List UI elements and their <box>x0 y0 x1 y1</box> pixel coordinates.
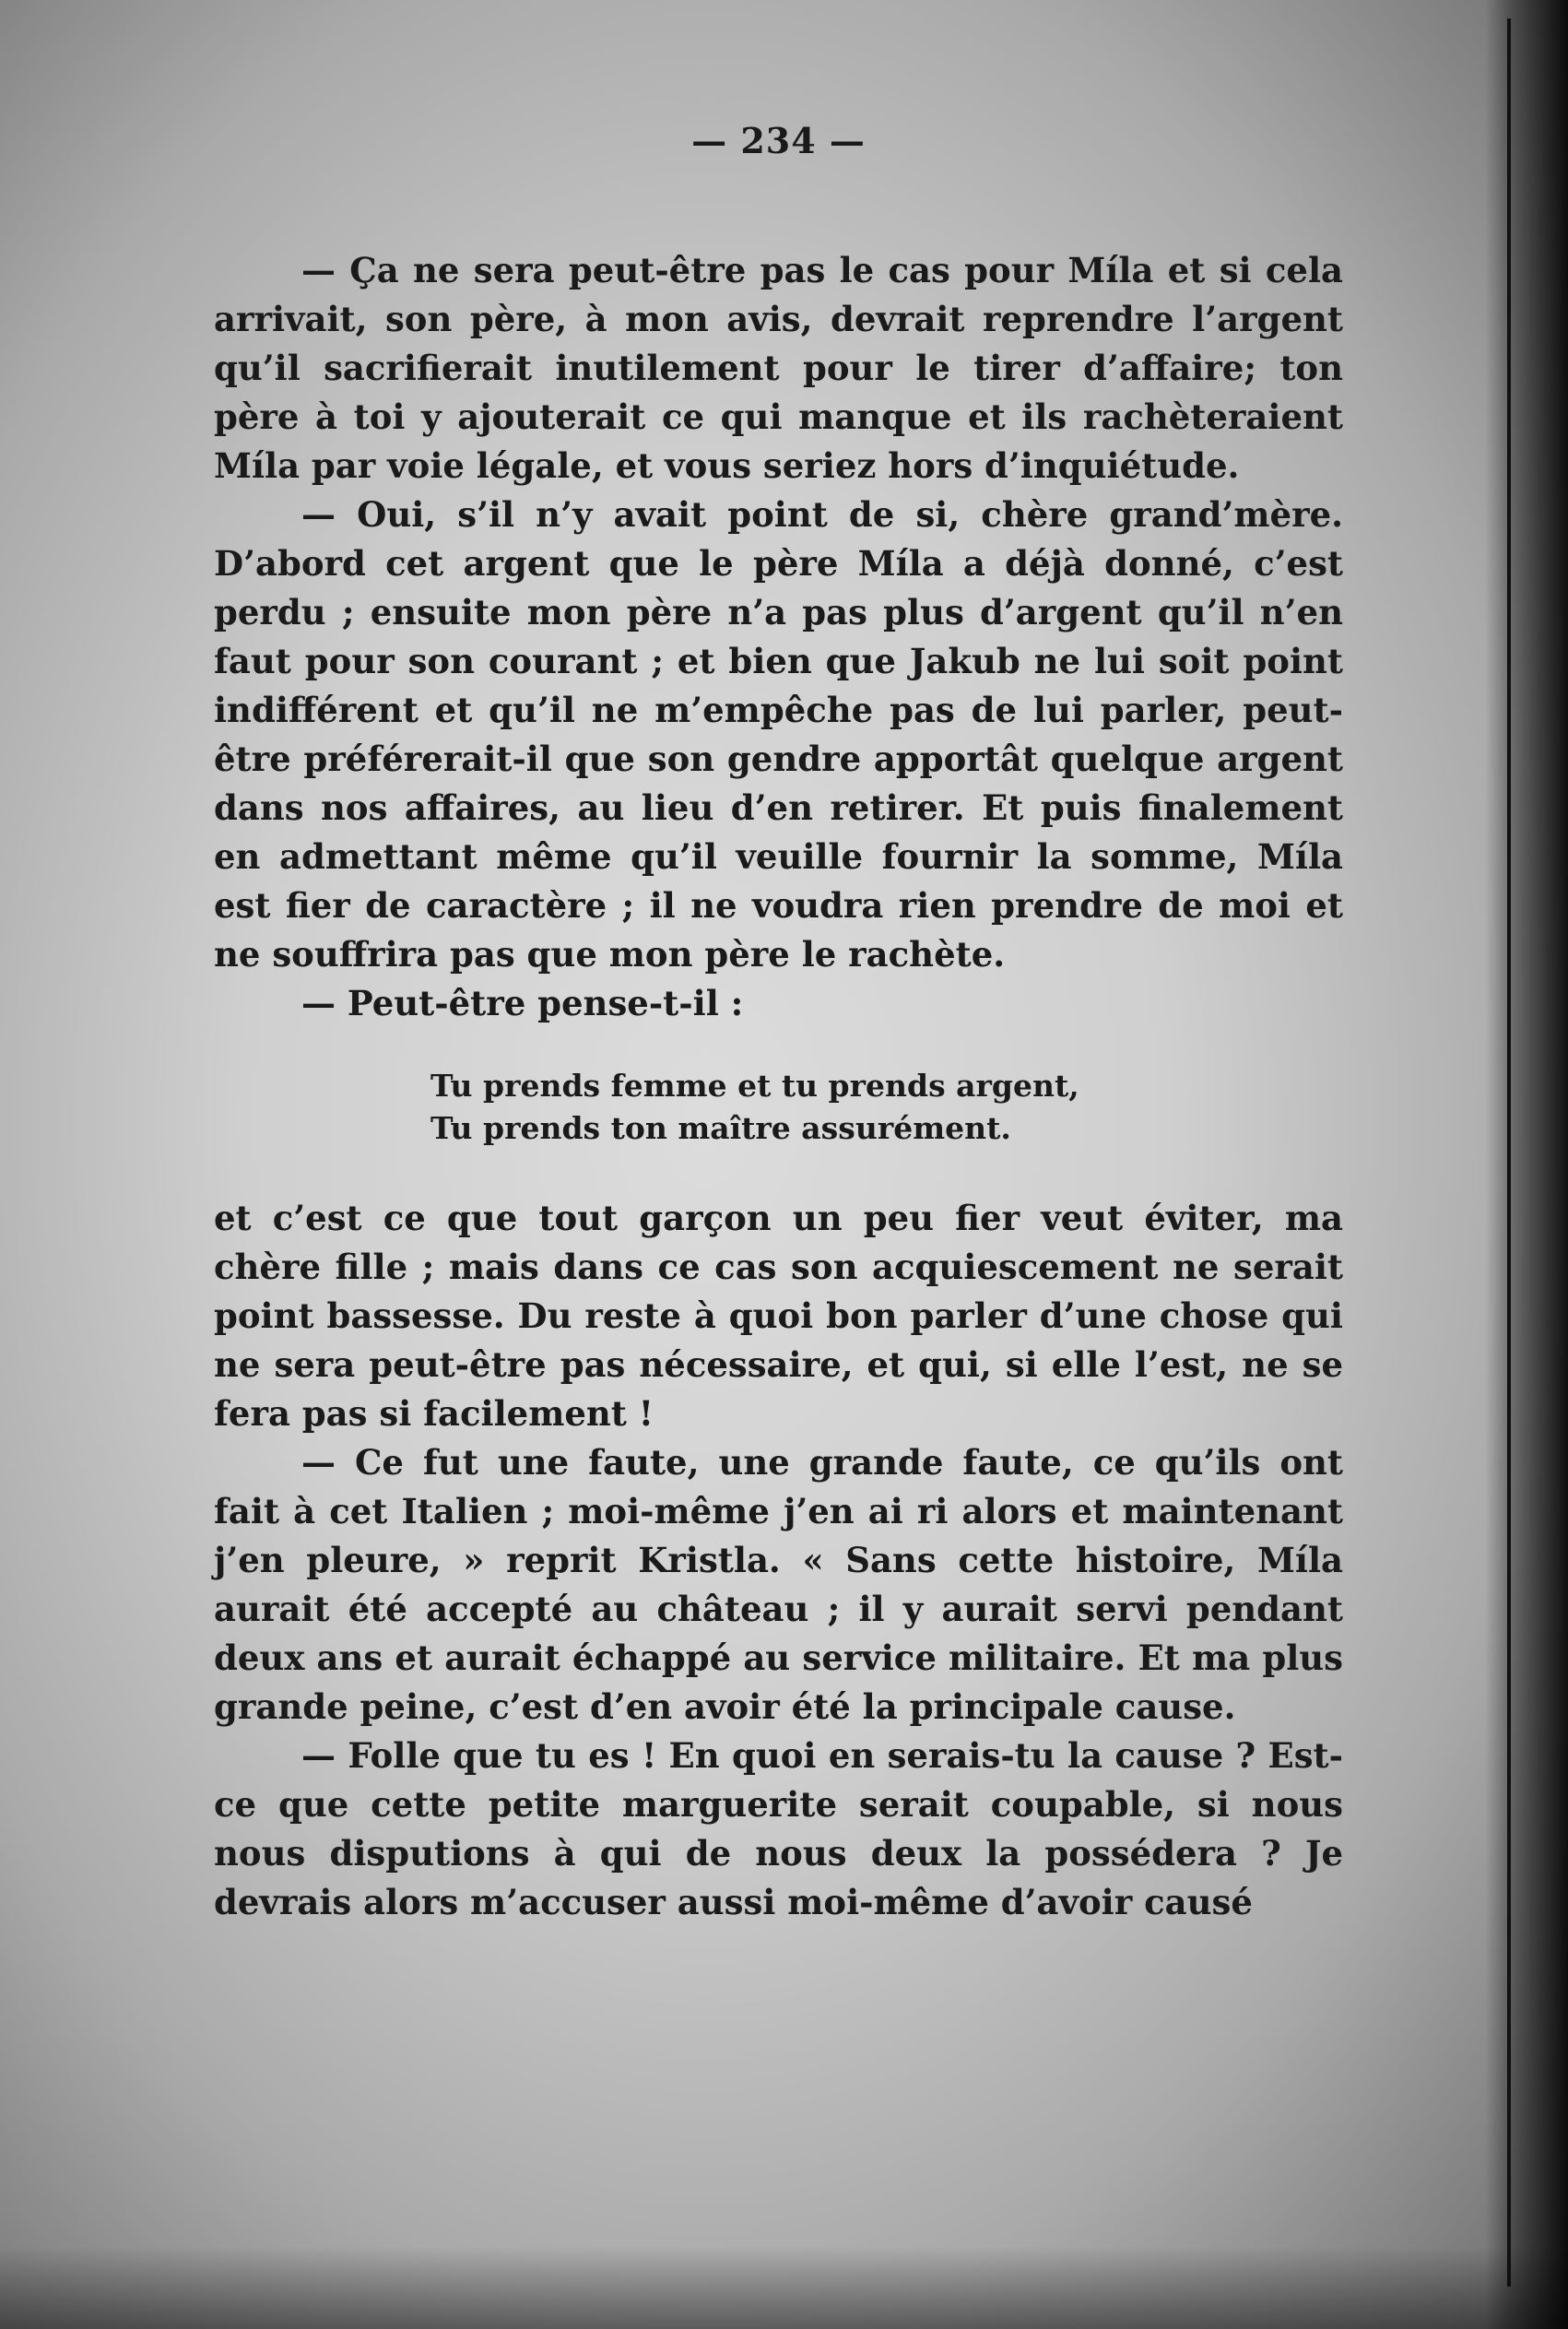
verse-line-1: Tu prends femme et tu prends argent, <box>430 1068 1079 1104</box>
verse-quote <box>430 1065 1343 1150</box>
page-edge-line <box>1507 18 1511 2287</box>
paragraph-3: — Peut-être pense-t-il : <box>301 983 744 1023</box>
bottom-edge-shadow <box>0 2246 1568 2329</box>
book-binding-shadow <box>1485 0 1568 2329</box>
page-number: — 234 — <box>691 120 866 161</box>
paragraph-1: — Ça ne sera peut-être pas le cas pour Míla et si cela arrivait, son père, à mon avis, devrait reprendre l’argent qu’il sacrifierait inutilement pour le tirer d’affaire; ton père à toi y ajouterait ce qui manque et ils rachèteraient Míla par voie légale, et vous seriez hors d’inquiétude. <box>214 250 1343 486</box>
paragraph-5: — Ce fut une faute, une grande faute, ce qu’ils ont fait à cet Italien ; moi-même j’en ai ri alors et maintenant j’en pleure, » reprit Kristla. « Sans cette histoire, Míla aurait été accepté au château ; il y aurait servi pendant deux ans et aurait échappé au service militaire. Et ma plus grande peine, c’est d’en avoir été la principale cause. <box>214 1442 1343 1727</box>
paragraph-4: et c’est ce que tout garçon un peu fier veut éviter, ma chère fille ; mais dans ce cas son acquiescement ne serait point bassesse. Du reste à quoi bon parler d’une chose qui ne sera peut-être pas nécessaire, et qui, si elle l’est, ne se fera pas si facilement ! <box>214 1198 1343 1434</box>
paragraph-2: — Oui, s’il n’y avait point de si, chère grand’mère. D’abord cet argent que le père Míla a déjà donné, c’est perdu ; ensuite mon père n’a pas plus d’argent qu’il n’en faut pour son courant ; et bien que Jakub ne lui soit point indifférent et qu’il ne m’empêche pas de lui parler, peut-être préférerait-il que son gendre apportât quelque argent dans nos affaires, au lieu d’en retirer. Et puis finalement en admettant même qu’il veuille fournir la somme, Míla est fier de caractère ; il ne voudra rien prendre de moi et ne souffrira pas que mon père le rachète. <box>214 494 1343 975</box>
page-content <box>214 120 1343 1927</box>
verse-line-2: Tu prends ton maître assurément. <box>430 1110 1011 1146</box>
paragraph-6: — Folle que tu es ! En quoi en serais-tu la cause ? Est-ce que cette petite marguerite serait coupable, si nous nous disputions à qui de nous deux la possédera ? Je devrais alors m’accuser aussi moi-même d’avoir causé <box>214 1735 1343 1922</box>
